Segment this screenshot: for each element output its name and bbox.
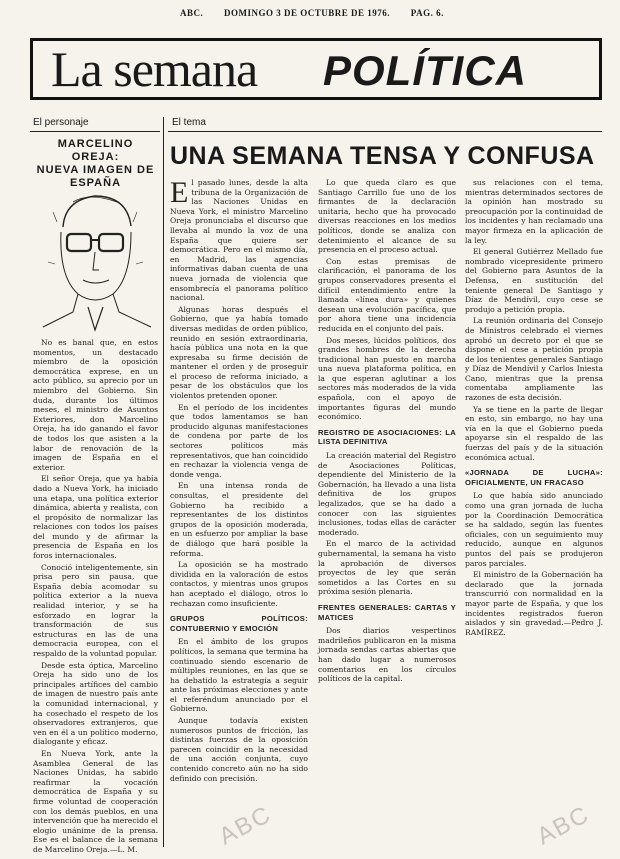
watermark-stamp: ABC — [532, 800, 595, 851]
page-number: PAG. 6. — [410, 8, 444, 18]
article-paragraph: En una intensa ronda de consultas, el presidente del Gobierno ha recibido a representantes de los distintos grupos de la oposición moderada, en un esfuerzo por ampliar la base de diálogo que hará posible la reforma. — [170, 481, 308, 558]
subhead-frentes: FRENTES GENERALES: CARTAS Y MATICES — [318, 602, 456, 622]
article-paragraph: Aunque todavía existen numerosos puntos de fricción, las distintas fuerzas de la oposición parecen coincidir en la necesidad de una acción conjunta, cuyo contenido concreto aún no ha sido definido con precisión. — [170, 716, 308, 783]
article-paragraph: La creación material del Registro de Asociaciones Políticas, dependiente del Ministerio de la Gobernación, ha llevado a una lista definitiva de los grupos legalizados, que se ha dado a conocer con las siguientes inclusiones, todas ellas de carácter moderado. — [318, 451, 456, 537]
article-paragraph: La oposición se ha mostrado dividida en la valoración de estos contactos, y mientras unos grupos han aceptado el diálogo, otros lo rechazan como insuficiente. — [170, 560, 308, 608]
banner-word-politica: POLÍTICA — [323, 47, 527, 94]
article-column-2 — [318, 178, 456, 846]
sidebar-body — [33, 338, 158, 854]
article-paragraph: Con estas premisas de clarificación, el panorama de los grupos conservadores presenta el difícil entendimiento entre la llamada «línea dura» y quienes desean una evolución pacífica, que por ahora tiene una incidencia reducida en el conjunto del país. — [318, 256, 456, 333]
sidebar-paragraph: El señor Oreja, que ya había dado a Nueva York, ha iniciado una etapa, una política exterior dinámica, abierta y realista, con el propósito de normalizar las relaciones con todos los países del mundo y de afirmar la presencia de España en los foros internacionales. — [33, 474, 158, 561]
banner-word-semana: La semana — [51, 41, 258, 97]
main-headline: UNA SEMANA TENSA Y CONFUSA — [170, 142, 595, 170]
sidebar-paragraph: Conoció inteligentemente, sin prisa pero sin pausa, que España debía acomodar su política exterior a la nueva realidad interior, y se ha esforzado en lograr la transformación de sus estructuras en las de una democracia europea, con el respaldo de la voluntad popular. — [33, 562, 158, 658]
article-paragraph: El general Gutiérrez Mellado fue nombrado vicepresidente primero del Gobierno para Asuntos de la Defensa, en sustitución del teniente general De Santiago y Díaz de Mendívil, cuyo cese se produjo a petición propia. — [465, 247, 603, 314]
article-paragraph: La reunión ordinaria del Consejo de Ministros celebrado el viernes aprobó un decreto por el que se dispone el cese a petición propia de los tenientes generales Santiago y Díaz de Mendívil y Carlos Iniesta Cano, mientras que la prensa comentaba ampliamente las razones de esta decisión. — [465, 316, 603, 403]
sidebar-paragraph: Desde esta óptica, Marcelino Oreja ha sido uno de los principales artífices del cambio de imagen de nuestro país ante la comunidad internacional, y ha cosechado el respeto de los observadores extranjeros, que ven en él a un político moderno, dialogante y eficaz. — [33, 660, 158, 747]
running-head — [180, 8, 480, 18]
sidebar-headline-line: MARCELINO OREJA: — [57, 138, 134, 163]
column-divider — [163, 117, 164, 847]
article-paragraph: El ministro de la Gobernación ha declarado que la jornada transcurrió con normalidad en la mayor parte de España, y que los incidentes registrados fueron aislados y sin gravedad.—Pedro J. RAMÍREZ. — [465, 570, 603, 637]
article-paragraph: Lo que había sido anunciado como una gran jornada de lucha por la Coordinación Democrática se ha saldado, según las fuentes oficiales, con un seguimiento muy reducido, aunque en algunos puntos del país se produjeron paros parciales. — [465, 491, 603, 568]
subhead-grupos: GRUPOS POLÍTICOS: CONTUBERNIO Y EMOCIÓN — [170, 614, 308, 633]
article-paragraph: Algunas horas después el Gobierno, que ya había tomado diversas medidas de orden público, reunido en sesión extraordinaria, hacía pública una nota en la que expresaba su firme decisión de mantener el orden y de proseguir el proceso de reforma iniciado, a pesar de los obstáculos que los violentos pretenden oponer. — [170, 304, 308, 401]
section-tag-tema: El tema — [172, 117, 206, 128]
article-paragraph: Dos diarios vespertinos madrileños publicaron en la misma jornada sendas cartas abiertas que han dado lugar a numerosos comentarios en los círculos políticos de la capital. — [318, 626, 456, 684]
article-paragraph: En el período de los incidentes que todos lamentamos se han producido algunas manifestaciones de condena por parte de los sectores políticos más representativos, que han coincidido en rechazar la violencia venga de donde venga. — [170, 402, 308, 479]
article-column-1 — [170, 178, 308, 846]
portrait-drawing — [33, 182, 158, 332]
sidebar-paragraph: No es banal que, en estos momentos, un destacado miembro de la oposición democrática exprese, en un acto público, su aprecio por un miembro del Gobierno. Sin duda, durante los últimos meses, el ministro de Asuntos Exteriores, don Marcelino Oreja, ha ido ganando el favor de todos los que asisten a la labor de renovación de la imagen de España en el exterior. — [33, 338, 158, 472]
paper-name: ABC. — [180, 8, 204, 18]
article-paragraph: En el ámbito de los grupos políticos, la semana que termina ha continuado siendo escenario de múltiples reuniones, en las que se ha debatido la estrategia a seguir ante las próximas elecciones y ante el referéndum anunciado por el Gobierno. — [170, 637, 308, 714]
sidebar-paragraph: En Nueva York, ante la Asamblea General de las Naciones Unidas, ha sabido reafirmar la vocación democrática de España y su firme voluntad de cooperación con los demás pueblos, en una intervención que ha merecido el elogio unánime de la prensa. Ese es el balance de la semana de Marcelino Oreja.—L. M. — [33, 748, 158, 854]
sidebar-headline-line: NUEVA IMAGEN DE — [36, 164, 155, 176]
sidebar-headline-line: ESPAÑA — [69, 177, 122, 189]
article-paragraph: sus relaciones con el tema, mientras determinados sectores de la opinión han mostrado su preocupación por la continuidad de los incidentes y han reclamado una mayor firmeza en la aplicación de la ley. — [465, 178, 603, 245]
article-paragraph: En el marco de la actividad gubernamental, la semana ha visto la aprobación de diversos proyectos de ley que serán sometidos a las Cortes en su próxima sesión plenaria. — [318, 539, 456, 597]
dropcap: E — [170, 176, 189, 209]
watermark-stamp: ABC — [214, 800, 277, 851]
article-paragraph: Ya se tiene en la parte de llegar en esto, sin embargo, no hay una vía en la que el Gobierno pueda apoyarse sin el respaldo de las fuerzas del país y de la situación económica actual. — [465, 404, 603, 462]
article-column-3 — [465, 178, 603, 846]
article-paragraph: Dos meses, lúcidos políticos, dos grandes hombres de la derecha tradicional han puesto en marcha una nueva plataforma política, en la que esperan aglutinar a los sectores más moderados de la vida española, con el apoyo de importantes figuras del mundo económico. — [318, 335, 456, 422]
issue-date: DOMINGO 3 DE OCTUBRE DE 1976. — [224, 8, 391, 18]
rule-right — [168, 131, 602, 132]
article-paragraph: Lo que queda claro es que Santiago Carrillo fue uno de los firmantes de la declaración unitaria, hecho que ha provocado diversas reacciones en los medios políticos, donde se analiza con detenimiento el alcance de su presencia en el proceso actual. — [318, 178, 456, 255]
rule-left — [30, 131, 160, 132]
subhead-jornada: «JORNADA DE LUCHA»: OFICIALMENTE, UN FRACASO — [465, 468, 603, 487]
article-paragraph: l pasado lunes, desde la alta tribuna de la Organización de las Naciones Unidas en Nueva York, el ministro Marcelino Oreja pronunciaba el discurso que llevaba al mundo la voz de una España que quiere ser democrática. Pero en el mismo día, en Madrid, las agencias informativas daban cuenta de una nueva jornada de violencia que ensombrecía el panorama político nacional. — [170, 178, 308, 303]
subhead-registro: REGISTRO DE ASOCIACIONES: LA LISTA DEFINITIVA — [318, 427, 456, 447]
section-banner — [30, 38, 602, 100]
section-tag-personaje: El personaje — [33, 117, 89, 128]
